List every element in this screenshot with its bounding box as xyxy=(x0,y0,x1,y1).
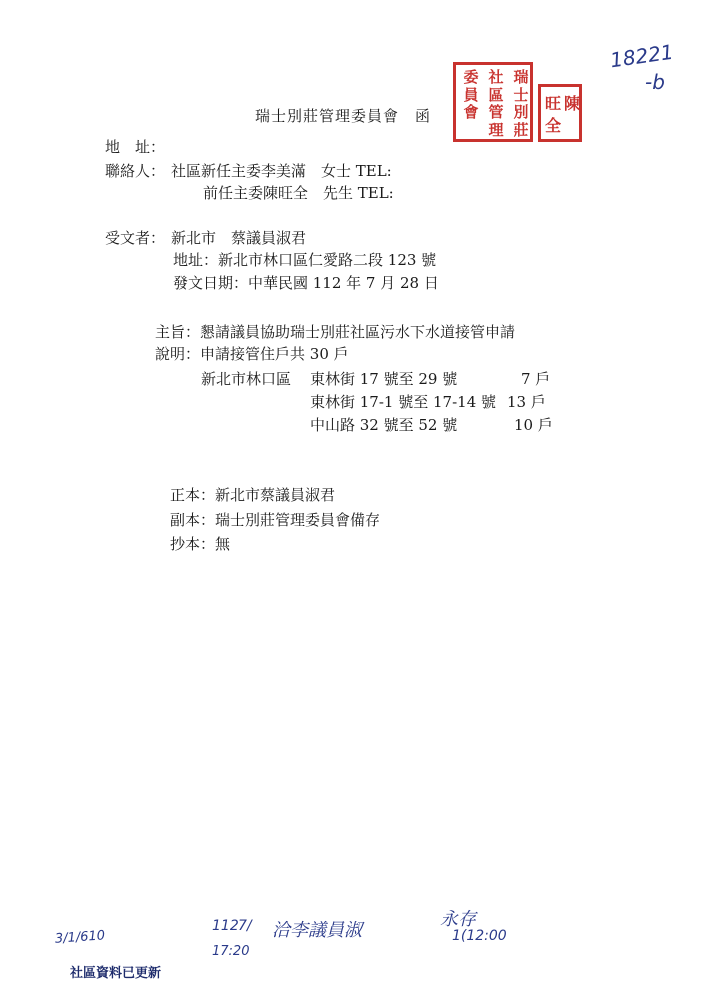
handwritten-year: 112 xyxy=(212,918,239,934)
handwritten-number: 18221 xyxy=(608,39,675,73)
household-row-range: 東林街 17 號至 29 號 xyxy=(310,370,458,388)
household-row-range: 東林街 17-1 號至 17-14 號 xyxy=(310,393,497,411)
letter-title: 瑞士別莊管理委員會 函 xyxy=(255,107,432,125)
seal-small-col-2: 旺全 xyxy=(544,94,561,135)
committee-seal xyxy=(453,62,533,142)
household-row-range: 中山路 32 號至 52 號 xyxy=(310,416,458,434)
handwritten-suffix: -b xyxy=(645,70,665,94)
issue-date: 發文日期：中華民國 112 年 7 月 28 日 xyxy=(173,274,439,292)
district-label: 新北市林口區 xyxy=(201,370,292,388)
recipient-name: 新北市 蔡議員淑君 xyxy=(171,229,307,247)
seal-col-1: 瑞士別莊 xyxy=(513,68,529,139)
copy-recipient: 副本：瑞士別莊管理委員會備存 xyxy=(170,511,381,529)
contact-line-1: 社區新任主委李美滿 女士 TEL: xyxy=(171,162,392,180)
contact-label: 聯絡人： xyxy=(105,162,166,180)
contact-line-2: 前任主委陳旺全 先生 TEL: xyxy=(203,184,394,202)
handwritten-archive: 永存 xyxy=(440,909,476,930)
household-row-count: 13 戶 xyxy=(507,393,546,411)
household-row-count: 10 戶 xyxy=(514,416,553,434)
seal-small-col-1: 陳 xyxy=(563,94,580,113)
explanation-line: 說明：申請接管住戶共 30 戶 xyxy=(155,345,349,363)
data-updated-stamp: 社區資料已更新 xyxy=(70,966,162,981)
subject-line: 主旨：懇請議員協助瑞士別莊社區污水下水道接管申請 xyxy=(155,323,516,341)
handwritten-note-left: 3/1/610 xyxy=(54,928,106,947)
seal-col-3: 委員會 xyxy=(463,68,479,121)
seal-col-2: 社區管理 xyxy=(488,68,504,139)
recipient-address: 地址：新北市林口區仁愛路二段 123 號 xyxy=(173,251,437,269)
handwritten-month: 7/ xyxy=(238,918,252,934)
handwritten-time-right: 1(12:00 xyxy=(452,928,507,944)
handwritten-time: 17:20 xyxy=(212,944,250,959)
original-recipient: 正本：新北市蔡議員淑君 xyxy=(170,486,336,504)
recipient-label: 受文者： xyxy=(105,229,166,247)
transcript-recipient: 抄本：無 xyxy=(170,535,231,553)
personal-seal xyxy=(538,84,582,142)
handwritten-memo: 洽李議員淑 xyxy=(272,920,362,941)
address-label: 地 址： xyxy=(105,138,166,156)
household-row-count: 7 戶 xyxy=(521,370,551,388)
